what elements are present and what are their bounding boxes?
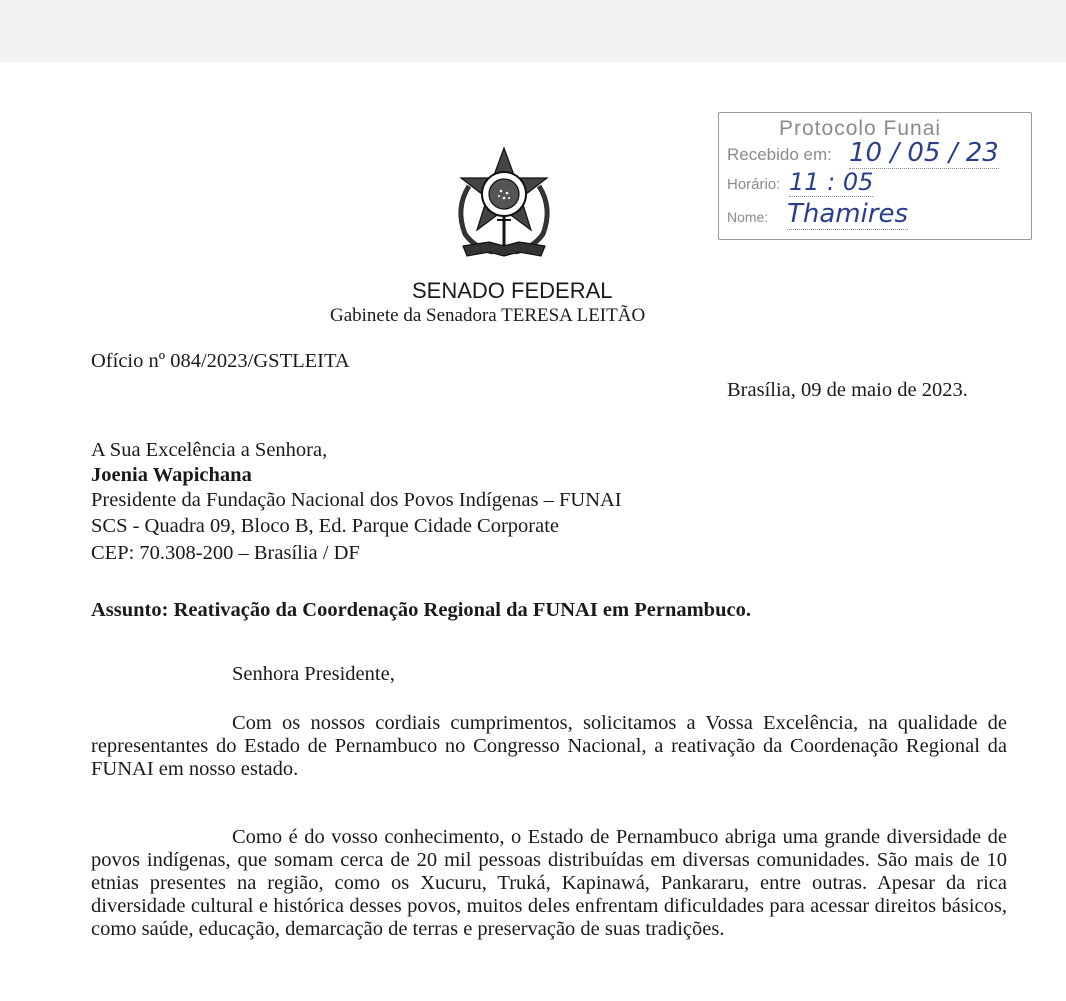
coat-of-arms-emblem bbox=[449, 146, 559, 264]
recipient-cep: CEP: 70.308-200 – Brasília / DF bbox=[91, 542, 360, 564]
paragraph-text: Como é do vosso conhecimento, o Estado de Pernambuco abriga uma grande diversidade de povos indígenas, que somam cerca de 20 mil pessoas distribuídas em diversas comunidades. São mais de 10 etnias presentes na região, como os Xucuru, Truká, Kapinawá, Pankararu, entre outras. Apesar da rica diversidade cultural e histórica desses povos, muitos deles enfrentam dificuldades para acessar direitos básicos, como saúde, educação, demarcação de terras e preservação de suas tradições. bbox=[91, 826, 1007, 940]
stamp-title: Protocolo Funai bbox=[779, 117, 942, 140]
body-paragraph bbox=[91, 826, 1007, 941]
recipient-role: Presidente da Fundação Nacional dos Povos Indígenas – FUNAI bbox=[91, 489, 622, 511]
stamp-received-label: Recebido em: bbox=[727, 145, 832, 164]
stamp-name-value: Thamires bbox=[787, 199, 909, 229]
place-date: Brasília, 09 de maio de 2023. bbox=[727, 379, 968, 401]
stamp-time-value: 11 : 05 bbox=[789, 168, 874, 196]
recipient-name: Joenia Wapichana bbox=[91, 464, 252, 486]
recipient-salutation: A Sua Excelência a Senhora, bbox=[91, 439, 328, 461]
paragraph-text: Com os nossos cordiais cumprimentos, solicitamos a Vossa Excelência, na qualidade de representantes do Estado de Pernambuco no Congresso Nacional, a reativação da Coordenação Regional da FUNAI em nosso estado. bbox=[91, 712, 1007, 780]
body-paragraph bbox=[91, 712, 1007, 781]
viewer-toolbar bbox=[0, 0, 1066, 62]
office-name: Gabinete da Senadora TERESA LEITÃO bbox=[330, 305, 646, 326]
protocol-stamp bbox=[718, 112, 1032, 240]
institution-name: SENADO FEDERAL bbox=[412, 278, 613, 303]
document-subject: Assunto: Reativação da Coordenação Regional da FUNAI em Pernambuco. bbox=[91, 599, 751, 621]
recipient-address: SCS - Quadra 09, Bloco B, Ed. Parque Cidade Corporate bbox=[91, 515, 560, 537]
document-reference: Ofício nº 084/2023/GSTLEITA bbox=[91, 350, 350, 372]
stamp-time-label: Horário: bbox=[727, 176, 781, 193]
stamp-name-label: Nome: bbox=[727, 209, 769, 225]
greeting: Senhora Presidente, bbox=[232, 663, 395, 685]
stamp-received-date: 10 / 05 / 23 bbox=[849, 138, 999, 168]
